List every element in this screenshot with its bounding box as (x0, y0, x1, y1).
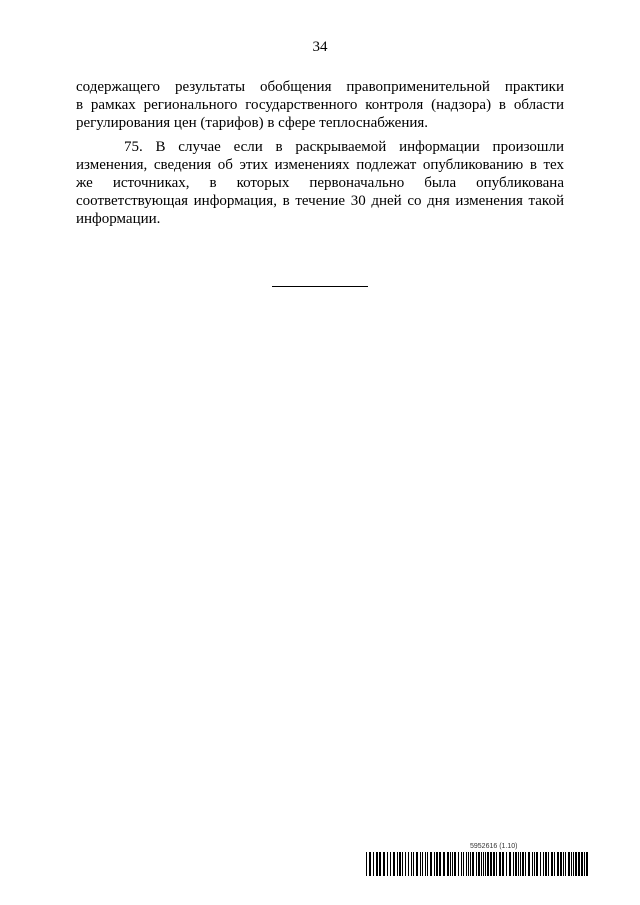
text-line: 75. В случае если в раскрываемой информации произошли (124, 139, 564, 155)
text-line: в рамках регионального государственного контроля (надзора) в области (76, 97, 564, 113)
text-line: информации. (76, 211, 161, 227)
document-code: 5952616 (1.10) (470, 843, 518, 850)
text-line: соответствующая информация, в течение 30 дней со дня изменения такой (76, 193, 564, 209)
text-line: содержащего результаты обобщения правоприменительной практики (76, 79, 564, 95)
paragraph-75 (76, 138, 564, 228)
paragraph-continuation (76, 78, 564, 132)
text-line: изменения, сведения об этих изменениях подлежат опубликованию в тех (76, 157, 564, 173)
barcode-icon (366, 852, 590, 876)
page-number: 34 (312, 39, 328, 55)
text-line: же источниках, в которых первоначально была опубликована (76, 175, 564, 191)
end-divider (272, 286, 368, 287)
text-line: регулирования цен (тарифов) в сфере теплоснабжения. (76, 115, 429, 131)
